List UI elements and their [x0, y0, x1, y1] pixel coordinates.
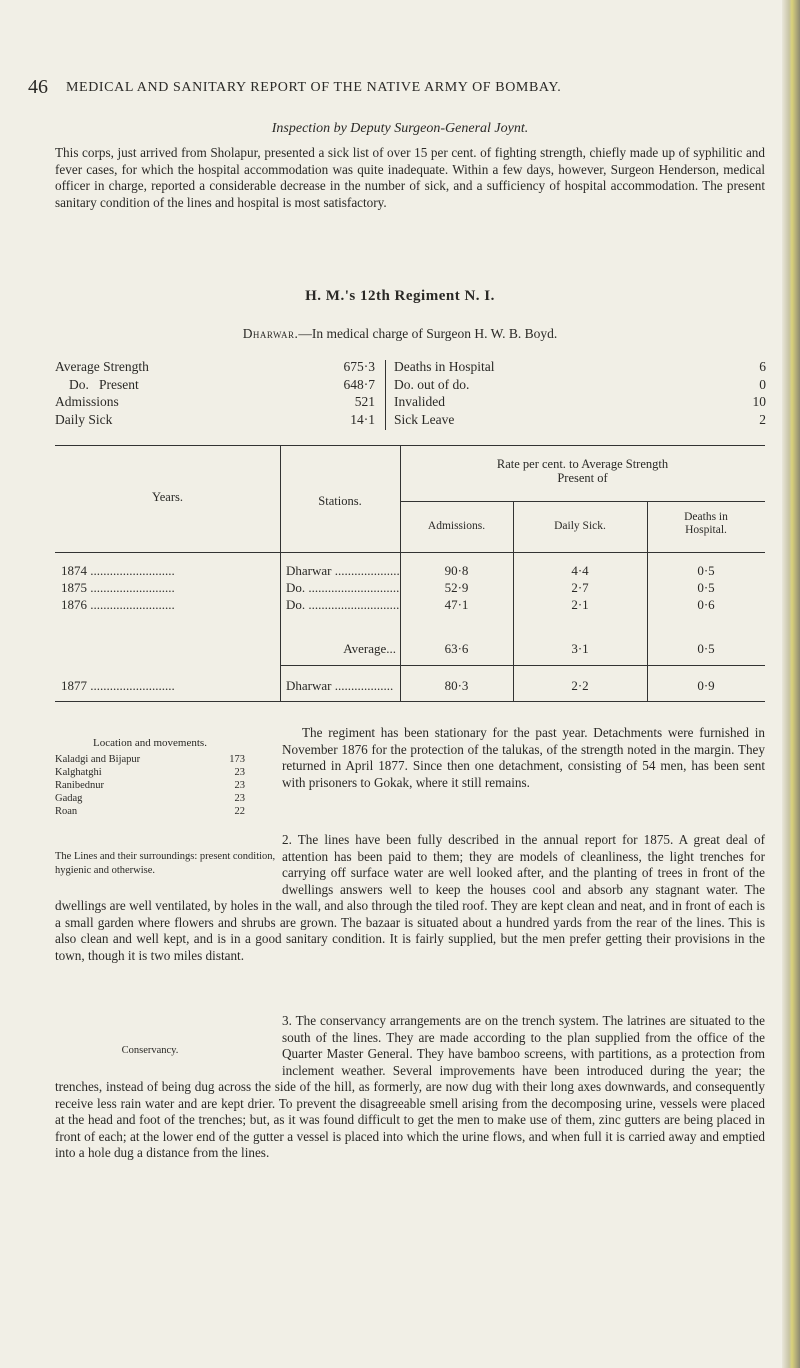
stat-value: 6	[759, 359, 766, 374]
station-charge: —In medical charge of Surgeon H. W. B. Boyd.	[298, 326, 558, 341]
location-item: Kaladgi and Bijapur 173	[55, 754, 245, 765]
stats-divider	[385, 360, 386, 430]
stat-value: 2	[759, 411, 766, 427]
stat-label: Average Strength	[55, 359, 149, 374]
table-row-station: Dharwar ..................	[286, 678, 394, 693]
page-number: 46	[28, 76, 48, 98]
stat-value: 10	[752, 394, 766, 409]
table-rule-sub	[400, 501, 765, 502]
paragraph-3-text-cont: They have bamboo screens, with partitions, as a protection from inclement weather. Several improvements have been introduced during the year; the trenches, instead of being dug across the side of the hill, as formerly, are now dug with their long axes downwards, and consequently receive less rain water and are kept drier. To prevent the disagreeable smell arising from the decomposing urine, vessels were placed at the head and foot of the trenches; but, as it was found difficult to get the men to make use of them, zinc gutters are being placed in front of each; at the lower end of the gutter a vessel is placed into which the urine flows, and when full it is carried away and emptied into a hole dug a distance from the lines.	[55, 1046, 766, 1160]
average-label: Average...	[343, 641, 396, 656]
header-deaths: Deaths in Hospital.	[684, 511, 728, 536]
paragraph-3	[55, 1013, 765, 1162]
rate-table	[55, 445, 765, 703]
table-cell: 3·1	[571, 641, 589, 656]
regiment-heading: H. M.'s 12th Regiment N. I.	[305, 288, 495, 304]
location-note	[55, 737, 245, 818]
table-cell: 0·6	[697, 597, 715, 612]
stat-row	[394, 411, 766, 429]
stat-label: Daily Sick	[55, 411, 113, 427]
stats-right	[394, 358, 766, 428]
table-rule-bottom	[55, 701, 765, 702]
margin-space	[55, 1013, 282, 1063]
table-row-year: 1874 ..........................	[61, 563, 175, 578]
inspection-line: Inspection by Deputy Surgeon-General Joynt.	[271, 121, 529, 136]
page-edge	[782, 0, 800, 1368]
stat-label: Do. out of do.	[394, 376, 470, 392]
stat-row	[394, 376, 766, 394]
table-cell: 52·9	[444, 580, 469, 595]
table-rule-average	[280, 665, 765, 666]
table-row-year: 1875 ..........................	[61, 580, 175, 595]
table-cell: 90·8	[444, 563, 469, 578]
header-rate: Rate per cent. to Average Strength Present of	[496, 457, 669, 485]
table-row-station: Dharwar ....................	[286, 563, 400, 578]
table-rule-top	[55, 445, 765, 446]
table-col-line	[280, 445, 281, 701]
paragraph-3-text: 3. The conservancy arrangements are on the trench system. The latrines are situated to the south of the lines. They are made according to the plan supplied from the office of the Quarter Master General.	[282, 1013, 765, 1061]
station-name: Dharwar.	[242, 326, 299, 341]
margin-note-lines: The Lines and their surroundings: present condition, hygienic and otherwise.	[55, 851, 276, 876]
header-years: Years.	[151, 490, 184, 504]
table-cell: 80·3	[444, 678, 469, 693]
table-row-year: 1877 ..........................	[61, 678, 175, 693]
stat-row	[55, 393, 375, 411]
station-line	[0, 326, 800, 342]
table-cell: 0·5	[697, 580, 715, 595]
table-rule-header	[55, 552, 765, 553]
table-cell: 2·7	[571, 580, 589, 595]
stat-row	[55, 358, 375, 376]
header-stations: Stations.	[318, 494, 362, 508]
table-row-year: 1876 ..........................	[61, 597, 175, 612]
stat-label: Do. Present	[69, 376, 139, 392]
table-cell: 0·9	[697, 678, 715, 693]
table-cell: 0·5	[697, 563, 715, 578]
table-cell: 0·5	[697, 641, 715, 656]
table-cell: 63·6	[444, 641, 469, 656]
margin-space	[55, 832, 282, 882]
header-admissions: Admissions.	[427, 520, 486, 532]
location-item: Gadag 23	[55, 793, 245, 804]
table-cell: 4·4	[571, 563, 589, 578]
location-title: Location and movements.	[93, 737, 207, 749]
stat-row	[394, 393, 766, 411]
running-head: MEDICAL AND SANITARY REPORT OF THE NATIVE ARMY OF BOMBAY.	[66, 80, 562, 95]
stat-value: 0	[759, 376, 766, 392]
paragraph-2	[55, 832, 765, 964]
paragraph-2-text-cont: well to keep the houses cool and absorb any stagnant water. The dwellings are well ventilated, by holes in the wall, and also through the tiled roof. They are kept clean and neat, and in front of each is a small garden where flowers and shrubs are grown. The bazaar is situated about a hundred yards from the rear of the lines. This is also clean and well kept, and is in a good sanitary condition. It is fairly supplied, but the men prefer getting their provisions in the town, though it is two miles distant.	[55, 881, 765, 963]
stat-label: Admissions	[55, 394, 119, 409]
location-item: Kalghatghi 23	[55, 767, 245, 778]
stat-label: Deaths in Hospital	[394, 359, 495, 374]
stat-value: 14·1	[350, 411, 375, 427]
stat-value: 648·7	[343, 376, 375, 392]
stats-left	[55, 358, 375, 428]
stat-row	[55, 376, 375, 394]
location-item: Roan 22	[55, 806, 245, 817]
stat-label: Sick Leave	[394, 411, 455, 427]
table-row-station: Do. ............................	[286, 580, 400, 595]
table-row-station: Do. ............................	[286, 597, 400, 612]
intro-paragraph: This corps, just arrived from Sholapur, presented a sick list of over 15 per cent. of fighting strength, chiefly made up of syphilitic and fever cases, for which the hospital accommodation was quite inadequate. Within a few days, however, Surgeon Henderson, medical officer in charge, reported a considerable decrease in the number of sick, and a sufficiency of hospital accommodation. The present sanitary condition of the lines and hospital is most satisfactory.	[55, 145, 765, 210]
table-cell: 2·1	[571, 597, 589, 612]
paragraph-1: The regiment has been stationary for the past year. Detachments were furnished in November 1876 for the protection of the talukas, of the strength noted in the margin. They returned in April 1877. Since then one detachment, consisting of 54 men, has been sent with prisoners to Gokak, where it still remains.	[282, 725, 765, 790]
stat-label: Invalided	[394, 394, 445, 409]
paragraph-2-text: 2. The lines have been fully described in the annual report for 1875. A great deal of attention has been paid to them; they are models of cleanliness, the light trenches for carrying off surface water are well looked after, and the planting of trees in front of the dwellings answers	[282, 832, 765, 897]
stat-value: 521	[354, 394, 375, 409]
stat-row	[394, 358, 766, 376]
stat-row	[55, 411, 375, 429]
table-cell: 2·2	[571, 678, 589, 693]
header-daily-sick: Daily Sick.	[554, 520, 606, 532]
stat-value: 675·3	[343, 359, 375, 374]
margin-note-conservancy: Conservancy.	[121, 1045, 179, 1056]
location-item: Ranibednur 23	[55, 780, 245, 791]
table-cell: 47·1	[444, 597, 469, 612]
